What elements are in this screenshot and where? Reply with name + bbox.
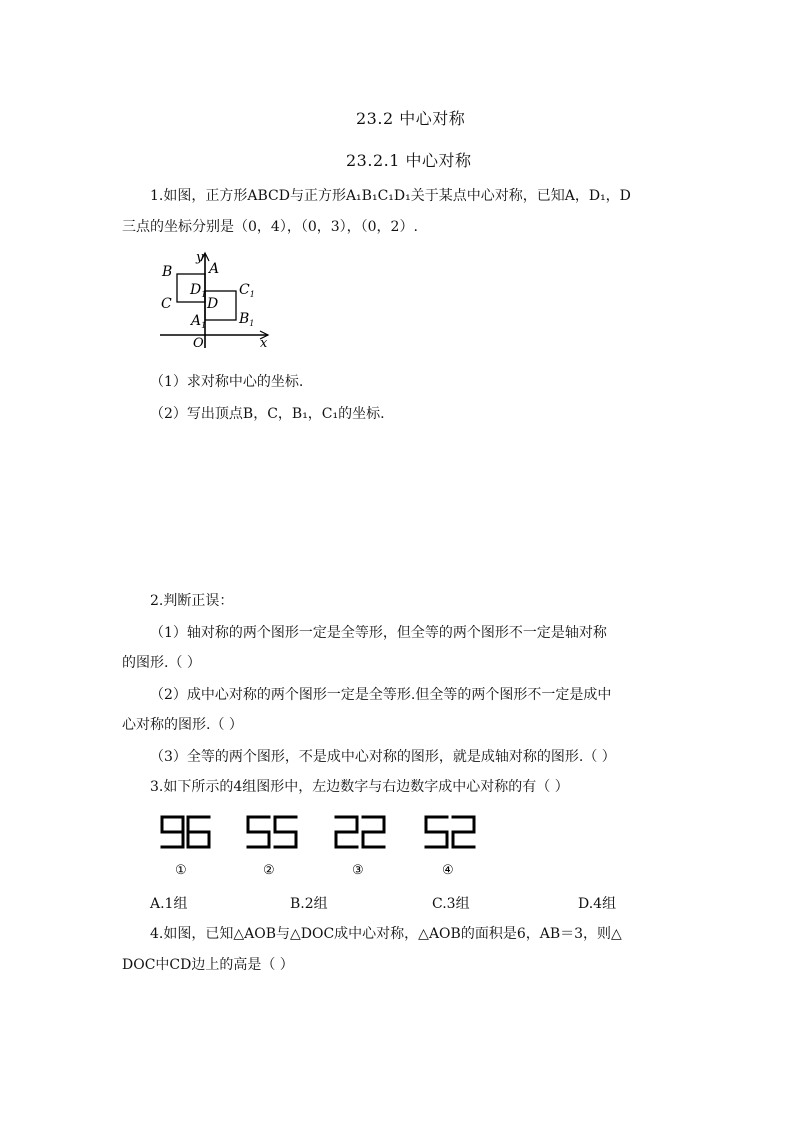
group-1-digits (162, 817, 209, 847)
label-d1 (189, 282, 206, 299)
digit-2b (363, 817, 384, 847)
q2-title: 2.判断正误： (150, 593, 234, 609)
q1-part2: （2）写出顶点B，C，B₁，C₁的坐标. (150, 406, 385, 422)
q3-option-d: D.4组 (578, 896, 617, 912)
q1-part1: （1）求对称中心的坐标. (150, 374, 304, 390)
digit-5b (275, 817, 296, 847)
q4-stem-line1: 4.如图，已知△AOB与△DOC成中心对称，△AOB的面积是6，AB＝3，则△ (150, 926, 622, 942)
digit-5a (248, 817, 269, 847)
q2-s1-line1: （1）轴对称的两个图形一定是全等形，但全等的两个图形不一定是轴对称 (150, 625, 607, 641)
label-c1-letter: C (239, 282, 250, 298)
q3-option-c: C.3组 (432, 896, 470, 912)
label-b1-letter: B (239, 311, 250, 327)
label-d: D (207, 296, 219, 312)
q3-option-b: B.2组 (290, 896, 328, 912)
q4-stem-line2: DOC中CD边上的高是（ ） (122, 957, 294, 973)
group-3-digits (336, 817, 384, 847)
label-d1-sub: 1 (201, 290, 207, 299)
label-a1-letter: A (191, 313, 202, 329)
q3-option-a: A.1组 (150, 896, 188, 912)
digit-5c (426, 817, 447, 847)
group-3-marker: ③ (352, 863, 364, 878)
group-1-marker: ① (175, 863, 187, 878)
section-title: 23.2 中心对称 (356, 109, 466, 128)
label-a1 (189, 313, 206, 330)
label-c1 (239, 282, 255, 299)
q2-s3: （3）全等的两个图形，不是成中心对称的图形，就是成轴对称的图形.（ ） (150, 749, 616, 765)
label-x: x (260, 336, 268, 351)
digit-6 (188, 817, 209, 847)
q1-coordinate-figure (150, 248, 280, 352)
label-c1-sub: 1 (249, 290, 255, 299)
label-a1-sub: 1 (201, 321, 207, 330)
digit-9 (162, 817, 183, 847)
label-a: A (209, 261, 220, 277)
label-d1-letter: D (190, 282, 202, 298)
digit-2a (336, 817, 357, 847)
label-o: O (193, 336, 204, 351)
label-b1-sub: 1 (249, 319, 255, 328)
group-4-digits (426, 817, 474, 847)
label-b: B (162, 264, 173, 280)
group-4-marker: ④ (442, 863, 454, 878)
digit-2c (453, 817, 474, 847)
label-y: y (196, 250, 204, 265)
group-2-digits (248, 817, 296, 847)
q1-stem-line1: 1.如图，正方形ABCD与正方形A₁B₁C₁D₁关于某点中心对称，已知A，D₁，D (150, 188, 631, 204)
q2-s2-line2: 心对称的图形.（ ） (122, 717, 243, 733)
label-b1 (238, 311, 254, 328)
label-c: C (161, 296, 172, 312)
q2-s1-line2: 的图形.（ ） (122, 655, 201, 671)
subsection-title: 23.2.1 中心对称 (346, 151, 472, 170)
q3-digit-groups (155, 810, 485, 880)
q1-stem-line2: 三点的坐标分别是（0，4），（0，3），（0，2）. (122, 219, 418, 235)
q2-s2-line1: （2）成中心对称的两个图形一定是全等形.但全等的两个图形不一定是成中 (150, 687, 612, 703)
q3-stem: 3.如下所示的4组图形中，左边数字与右边数字成中心对称的有（ ） (150, 779, 569, 795)
group-2-marker: ② (263, 863, 275, 878)
